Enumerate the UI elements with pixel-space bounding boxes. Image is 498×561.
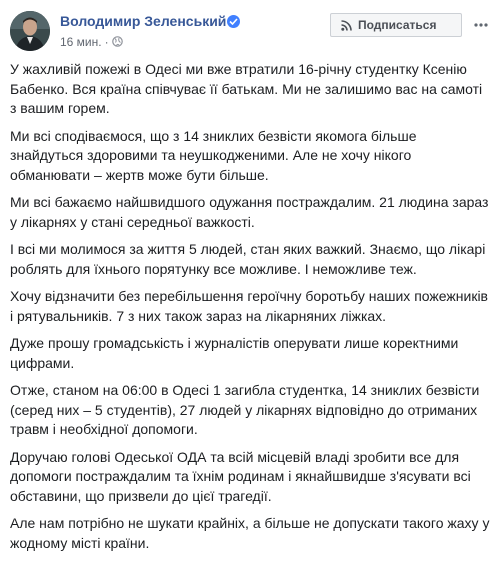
post-header xyxy=(0,0,498,58)
author-avatar[interactable] xyxy=(10,11,50,51)
post-paragraph: Отже, станом на 06:00 в Одесі 1 загибла студентка, 14 зниклих безвісти (серед них – 5 студентів), 27 людей у лікарнях відповідно до отриманих травм і необхідної допомоги. xyxy=(10,382,480,437)
post-body xyxy=(10,60,490,561)
rss-icon xyxy=(341,20,352,31)
avatar-photo xyxy=(10,11,50,51)
globe-icon[interactable] xyxy=(112,36,123,47)
post-paragraph: Але нам потрібно не шукати крайніх, а більше не допускати такого жаху у жодному місті країни. xyxy=(10,515,490,551)
post-timestamp[interactable]: 16 мин. xyxy=(60,35,102,49)
more-options-icon[interactable] xyxy=(470,14,492,36)
post-paragraph: І всі ми молимося за життя 5 людей, стан яких важкий. Знаємо, що лікарі роблять для їхнього порятунку все можливе. І неможливе теж. xyxy=(10,241,486,277)
post-paragraph: Хочу відзначити без перебільшення героїчну боротьбу наших пожежників і рятувальників. 7 з них також зараз на лікарняних ліжках. xyxy=(10,288,488,324)
meta-separator: · xyxy=(104,35,109,49)
subscribe-label: Подписаться xyxy=(358,18,437,32)
post-meta xyxy=(60,35,123,49)
post-paragraph: Доручаю голові Одеської ОДА та всій місцевій владі зробити все для допомоги постраждалим та їхнім родинам і якнайшвидше з'ясувати всі обставини, що призвели до цієї трагедії. xyxy=(10,448,471,504)
post-paragraph: Ми всі бажаємо найшвидшого одужання постраждалим. 21 людина зараз у лікарнях у стані середньої важкості. xyxy=(10,194,489,230)
verified-badge-icon xyxy=(227,15,240,28)
post-paragraph: Ми всі сподіваємося, що з 14 зниклих безвісти якомога більше знайдуться здоровими та неушкодженими. Але не хочу нікого обманювати – жертв може бути більше. xyxy=(10,127,417,183)
author-name[interactable]: Володимир Зеленський xyxy=(60,13,227,29)
post-paragraph: У жахливій пожежі в Одесі ми вже втратили 16-річну студентку Ксенію Бабенко. Вся країна співчуває її батькам. Ми не залишимо вас на самоті з вашим горем. xyxy=(10,61,483,116)
subscribe-button[interactable] xyxy=(330,13,462,37)
post-paragraph: Дуже прошу громадськість і журналістів оперувати лише коректними цифрами. xyxy=(10,335,459,371)
